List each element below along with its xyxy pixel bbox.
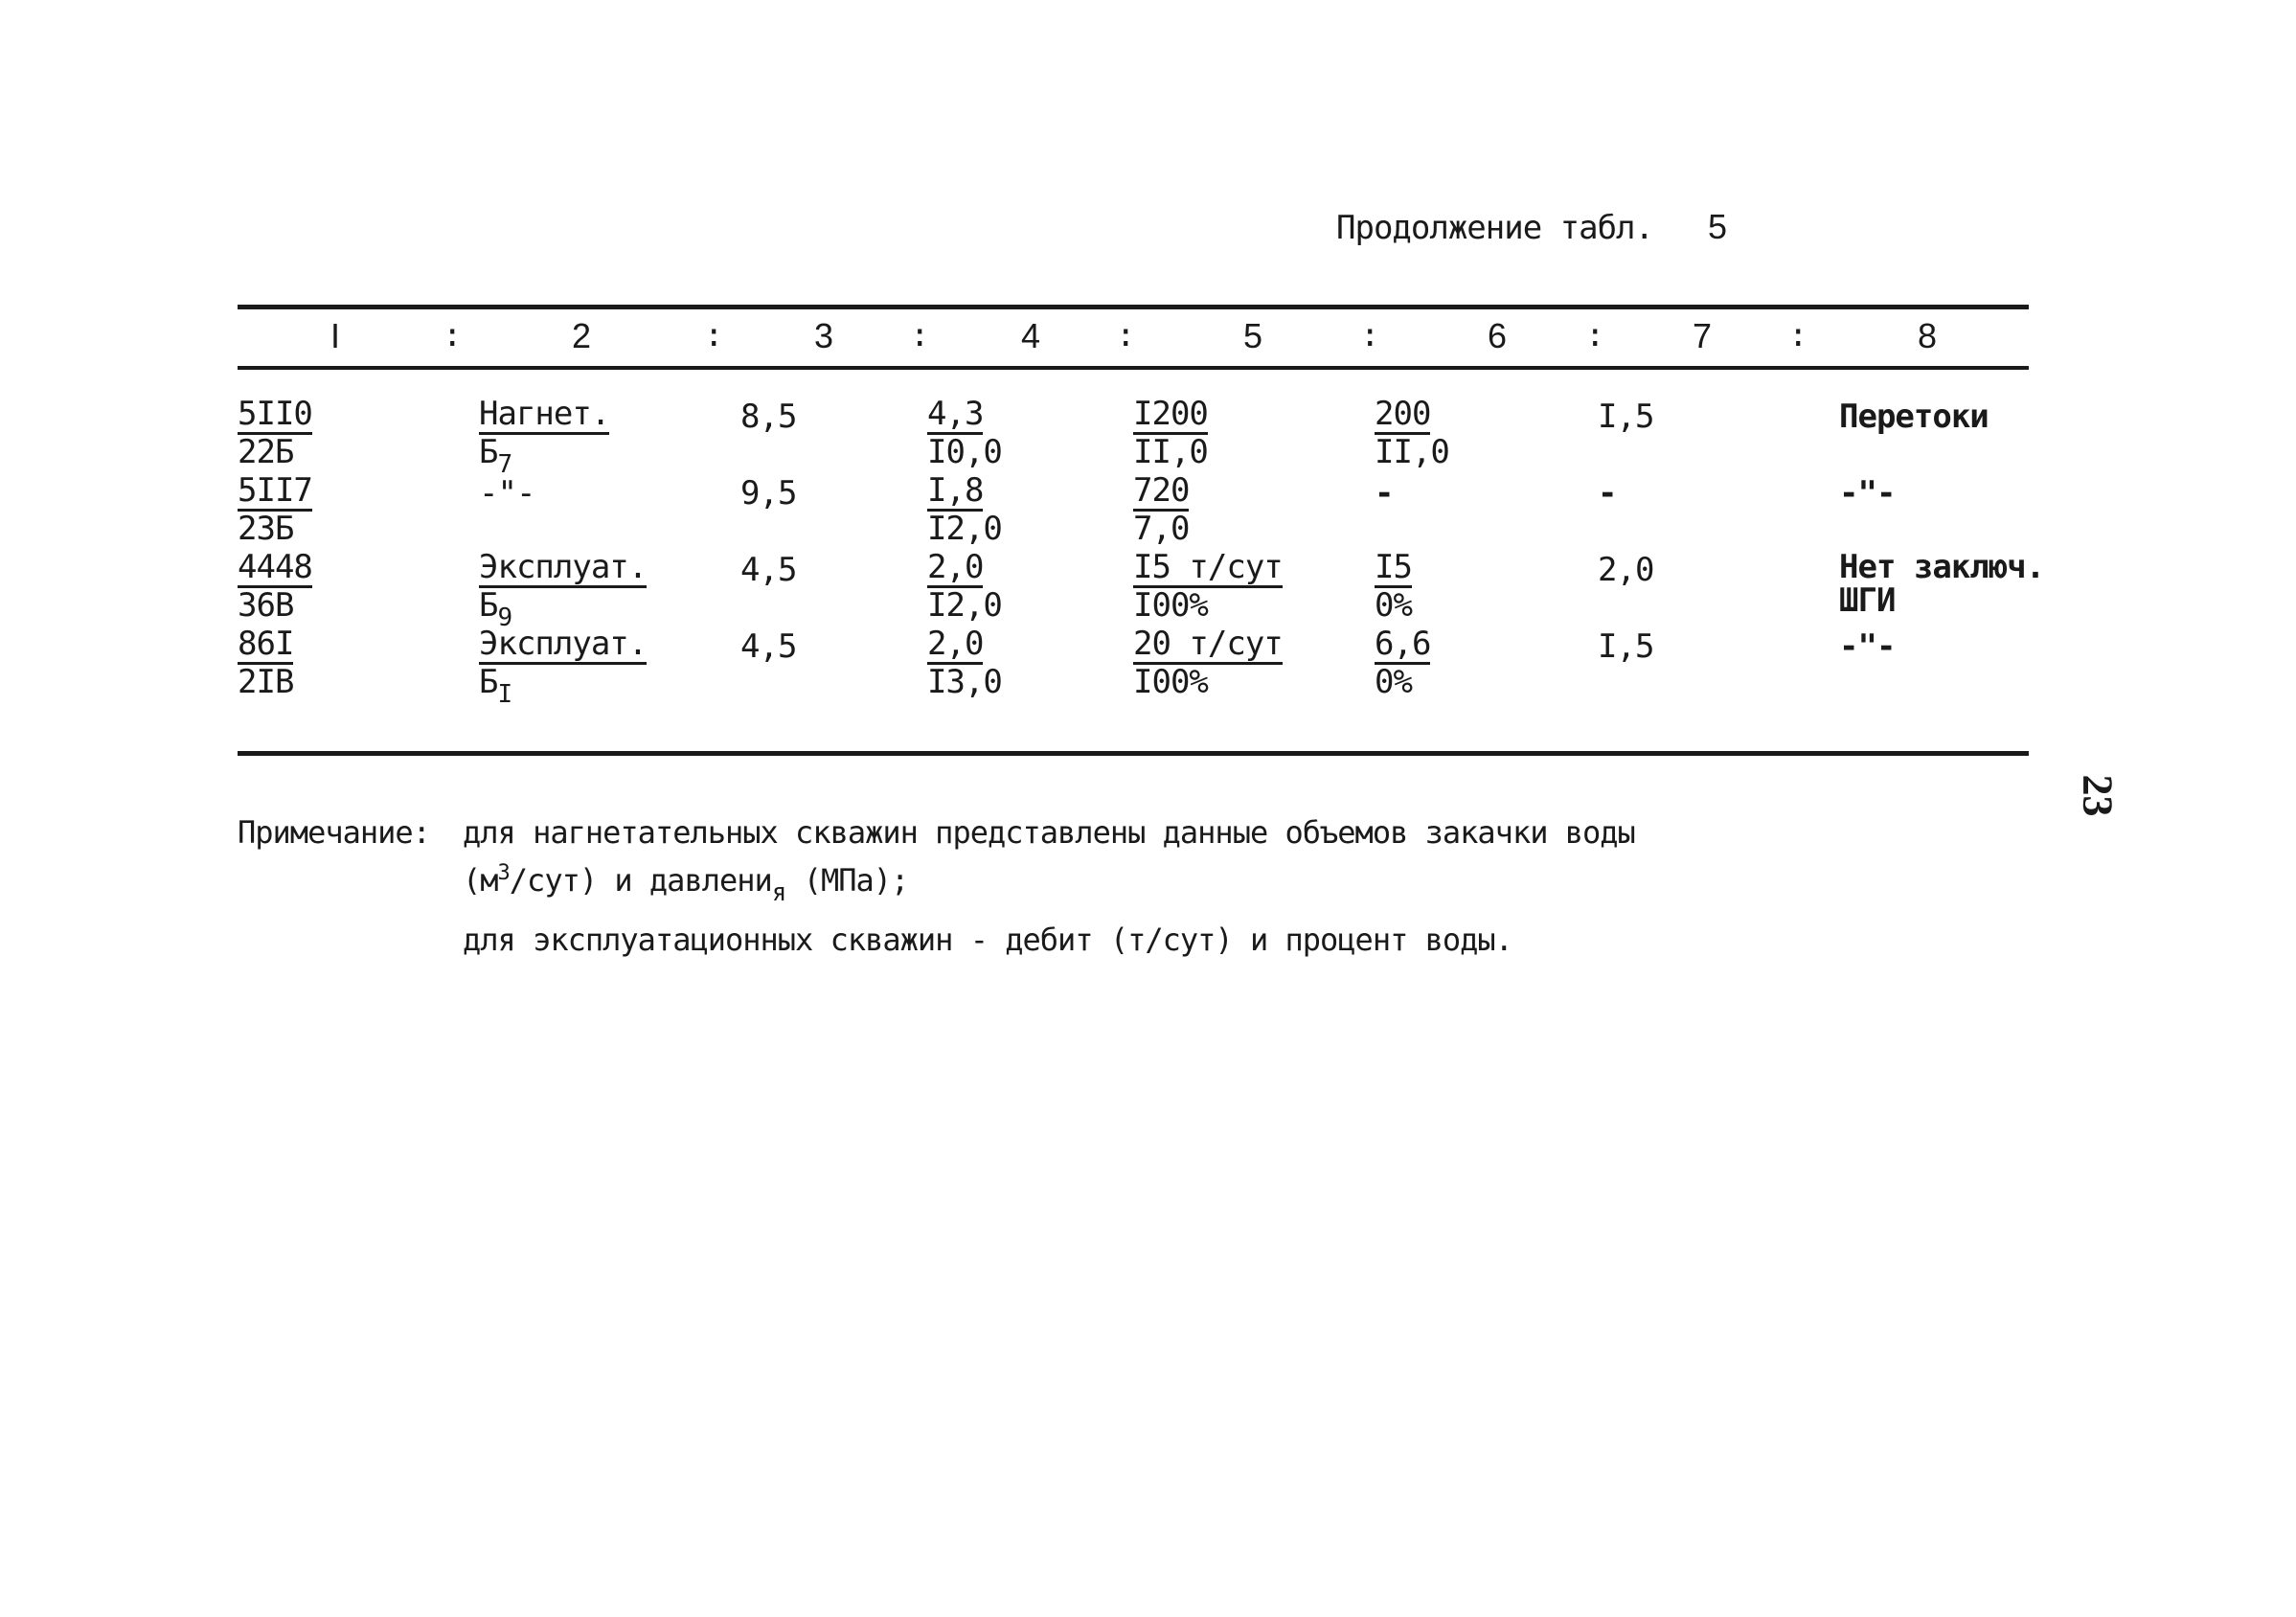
note-line-3: для эксплуатационных скважин - дебит (т/сут) и процент воды. [463, 922, 1512, 958]
well-number: 86I 2IВ [238, 625, 294, 701]
col4-value: $\frac{2,0}{I2,0}$ [927, 548, 1002, 625]
col-header-6: 6 [1488, 316, 1508, 355]
col-header-1: I [330, 316, 341, 355]
note-line-1: для нагнетательных скважин представлены данные объемов закачки воды [463, 814, 1635, 851]
col6-value: $\frac{I5}{0\%}$ [1375, 548, 1412, 625]
col-separator: : [1360, 316, 1380, 354]
col5-value: I5 т/сут I00% [1133, 548, 1283, 625]
col-header-8: 8 [1918, 316, 1938, 355]
note-line-2: $(м^3/сут)$ и давлени$_я$ (МПа); [463, 861, 909, 907]
well-number: 4448 36В [238, 548, 312, 625]
col5-value: $\frac{720}{7,0}$ [1133, 471, 1190, 548]
col4-value: $\frac{4,3}{I0,0}$ [927, 395, 1002, 471]
col7-value: I,5 [1598, 398, 1654, 436]
col3-value: 9,5 [740, 474, 797, 512]
remarks: Перетоки [1839, 398, 1989, 436]
page-number: 23 [2074, 774, 2122, 817]
col-separator: : [910, 316, 930, 354]
note-label: Примечание: [238, 814, 430, 851]
col3-value: 8,5 [740, 398, 797, 436]
col-separator: : [443, 316, 463, 354]
remarks: -"- [1839, 474, 1896, 512]
col7-value: 2,0 [1598, 551, 1654, 589]
well-type: Эксплуат. $Б_9$ [479, 548, 648, 632]
well-type: -"- [479, 474, 535, 512]
col-separator: : [1116, 316, 1136, 354]
col6-value: $\frac{200}{II,0}$ [1375, 395, 1449, 471]
col3-value: 4,5 [740, 627, 797, 666]
col-separator: : [704, 316, 724, 354]
col6-value: - [1375, 474, 1394, 512]
col4-value: $\frac{2,0}{I3,0}$ [927, 625, 1002, 701]
col6-value: $\frac{6,6}{0\%}$ [1375, 625, 1431, 701]
remarks: -"- [1839, 627, 1896, 666]
remarks: Нет заключ. ШГИ [1839, 548, 2045, 620]
well-type: Эксплуат. $Б_I$ [479, 625, 648, 709]
col-header-7: 7 [1693, 316, 1713, 355]
col-header-3: 3 [814, 316, 834, 355]
col-header-4: 4 [1021, 316, 1041, 355]
col-separator: : [1788, 316, 1808, 354]
table-bottom-rule [238, 751, 2029, 756]
header-bottom-rule [238, 366, 2029, 370]
col5-value: $\frac{I200}{II,0}$ [1133, 395, 1208, 471]
col4-value: $\frac{I,8}{I2,0}$ [927, 471, 1002, 548]
well-type: Нагнет. $Б_7$ [479, 395, 610, 479]
continuation-caption: Продолжение табл. [1336, 209, 1653, 247]
col-header-2: 2 [572, 316, 592, 355]
col7-value: - [1598, 474, 1617, 512]
col-separator: : [1585, 316, 1605, 354]
well-number: 5II7 23Б [238, 471, 312, 548]
col-header-5: 5 [1243, 316, 1263, 355]
table-top-rule [238, 305, 2029, 309]
col3-value: 4,5 [740, 551, 797, 589]
col7-value: I,5 [1598, 627, 1654, 666]
well-number: 5II0 22Б [238, 395, 312, 471]
col5-value: 20 т/сут I00% [1133, 625, 1283, 701]
table-number: 5 [1708, 207, 1728, 246]
